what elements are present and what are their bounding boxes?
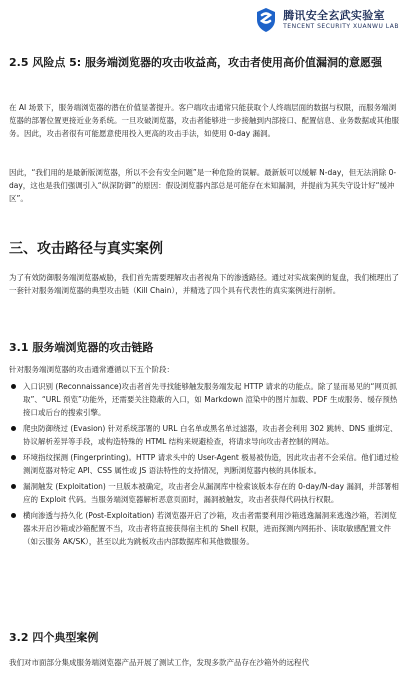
section-3-intro: 为了有效防御服务端浏览器威胁，我们首先需要理解攻击者视角下的渗透路径。通过对实战案例的复盘，我们梳理出了一套针对服务端浏览器的典型攻击链（Kill Chain），并精选了四个具有代表性的真实案例进行剖析。 <box>9 273 399 295</box>
list-item: 入口识别 (Reconnaissance)攻击者首先寻找能够触发服务端发起 HTTP 请求的功能点。除了显而易见的“网页抓取”、“URL 预览”功能外，还需要关注隐蔽的入口，如 Markdown 渲染中的图片加载、PDF 生成服务、缓存预热接口或后台的搜索引擎。 <box>9 380 399 419</box>
lab-header <box>255 6 399 34</box>
logo-chinese-name: 腾讯安全玄武实验室 <box>283 9 385 22</box>
section-3-1-title: 3.1 服务端浏览器的攻击链路 <box>9 341 154 354</box>
section-2-5-paragraph-1: 在 AI 场景下，服务端浏览器的潜在价值显著提升。客户端攻击通常只能获取个人终端层面的数据与权限，而服务端浏览器的部署位置更接近业务系统。一旦攻破浏览器，攻击者能够进一步接触到内部接口、配置信息、业务数据或其他服务。因此，攻击者很有可能愿意使用投入更高的攻击手法，如使用 0-day 漏洞。 <box>9 103 399 138</box>
section-3-1-intro: 针对服务端浏览器的攻击通常遵循以下五个阶段： <box>9 365 174 374</box>
attack-stage-list <box>9 380 399 551</box>
section-2-5-paragraph-2: 因此，“我们用的是最新版浏览器，所以不会有安全问题”是一种危险的误解。最新版可以缓解 N-day，但无法消除 0-day，这也是我们强调引入“纵深防御”的原因：假设浏览器内部总是可能存在未知漏洞，并提前为其失守设计好“缓冲区”。 <box>9 168 397 203</box>
shield-logo-icon <box>255 7 277 33</box>
section-3-2-title: 3.2 四个典型案例 <box>9 631 99 644</box>
list-item: 横向渗透与持久化 (Post-Exploitation) 若浏览器开启了沙箱，攻击者需要利用沙箱逃逸漏洞来逃逸沙箱，若浏览器未开启沙箱或沙箱配置不当，攻击者将直接获得宿主机的 Shell 权限，进而探测内网拓扑、读取敏感配置文件（如云服务 AK/SK），甚至以此为跳板攻击内部数据库和其他微服务。 <box>9 509 399 548</box>
list-item: 爬虫防御绕过 (Evasion) 针对系统部署的 URL 白名单或黑名单过滤器，攻击者会利用 302 跳转、DNS 重绑定、协议解析差异等手段，或构造特殊的 HTML 结构来规避检查，将请求导向攻击者控制的网站。 <box>9 422 399 448</box>
logo-text <box>283 10 399 30</box>
section-3-2-intro: 我们对市面部分集成服务端浏览器产品开展了测试工作，发现多款产品存在沙箱外的远程代 <box>9 658 309 667</box>
section-3-title: 三、攻击路径与真实案例 <box>9 241 163 257</box>
list-item: 漏洞触发 (Exploitation) 一旦版本被确定，攻击者会从漏洞库中检索该版本存在的 0-day/N-day 漏洞，并部署相应的 Exploit 代码。当服务端浏览器解析恶意页面时，漏洞被触发，攻击者获得代码执行权限。 <box>9 480 399 506</box>
section-2-5-title: 2.5 风险点 5: 服务端浏览器的攻击收益高，攻击者使用高价值漏洞的意愿强 <box>9 56 383 69</box>
logo-english-name: TENCENT SECURITY XUANWU LAB <box>283 23 399 30</box>
list-item: 环境指纹探测 (Fingerprinting)。HTTP 请求头中的 User-Agent 极易被伪造，因此攻击者不会采信。他们通过检测浏览器对特定 API、CSS 属性或 JS 语法特性的支持情况，判断浏览器内核的具体版本。 <box>9 451 399 477</box>
